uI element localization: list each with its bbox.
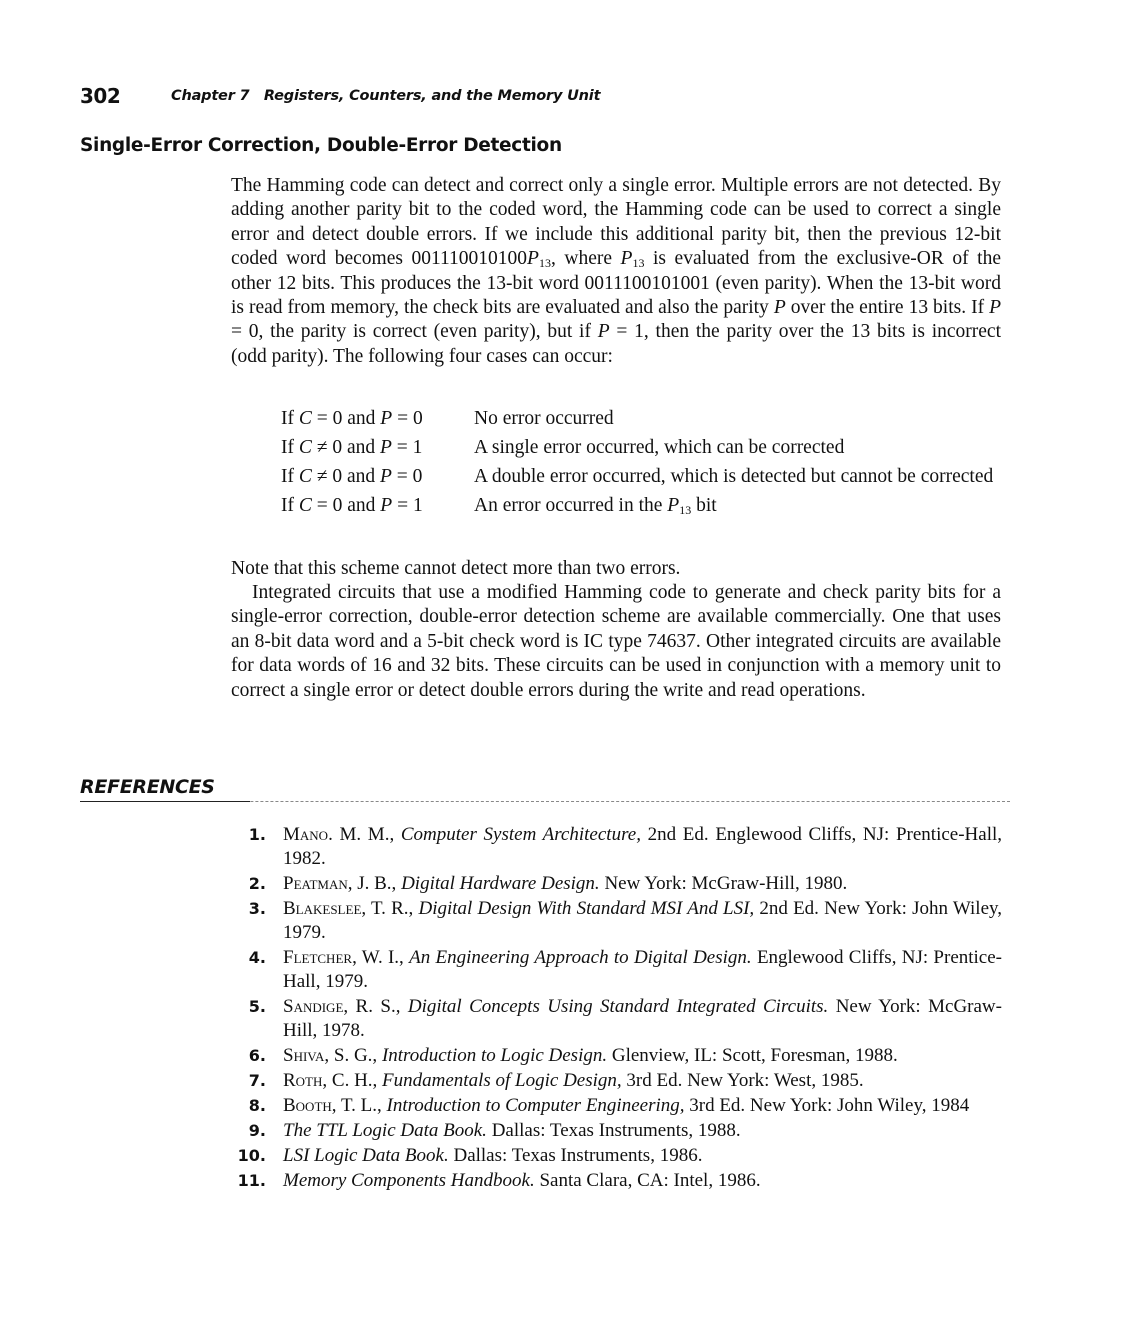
reference-author: Booth bbox=[283, 1095, 332, 1116]
reference-item bbox=[230, 1044, 1002, 1068]
reference-item bbox=[230, 995, 1002, 1043]
text-run: ≠ 0 and bbox=[311, 466, 380, 487]
reference-publisher: 3rd Ed. New York: West, 1985. bbox=[621, 1070, 864, 1091]
reference-title: Computer System Architecture, bbox=[400, 824, 641, 845]
text-run: If bbox=[281, 408, 299, 429]
reference-item bbox=[230, 823, 1002, 871]
reference-item bbox=[230, 897, 1002, 945]
reference-title: Digital Concepts Using Standard Integrated Circuits. bbox=[407, 996, 829, 1017]
reference-item bbox=[230, 1144, 1002, 1168]
text-run: ≠ 0 and bbox=[311, 437, 380, 458]
text-run: = 0 bbox=[392, 408, 423, 429]
text-run: = 1 bbox=[392, 495, 423, 516]
reference-text bbox=[283, 1169, 1002, 1193]
subscript: 13 bbox=[632, 256, 645, 271]
reference-title: Digital Hardware Design. bbox=[401, 873, 600, 894]
case-condition bbox=[281, 465, 474, 494]
italic-variable: P bbox=[620, 248, 633, 270]
reference-title: The TTL Logic Data Book. bbox=[283, 1120, 487, 1141]
reference-title: Memory Components Handbook. bbox=[283, 1170, 535, 1191]
case-row bbox=[281, 436, 994, 465]
reference-text bbox=[283, 1069, 1002, 1093]
case-result bbox=[474, 494, 994, 523]
page-number: 302 bbox=[80, 84, 121, 108]
reference-author: Peatman bbox=[283, 873, 348, 894]
case-condition bbox=[281, 436, 474, 465]
text-run: Integrated circuits that use a modified Hamming code to generate and check parity bits for a single-error correction, double-error detection scheme are available commercially. One that uses an 8-bit data word and a 5-bit check word is IC type 74637. Other integrated circuits are available for data words of 16 and 32 bits. These circuits can be used in conjunction with a memory unit to correct a single error or detect double errors during the write and read operations. bbox=[231, 582, 1001, 701]
text-run: If bbox=[281, 437, 299, 458]
reference-publisher: Dallas: Texas Instruments, 1986. bbox=[448, 1145, 703, 1166]
reference-item bbox=[230, 1119, 1002, 1143]
reference-title: Introduction to Computer Engineering, bbox=[386, 1095, 685, 1116]
reference-title: Introduction to Logic Design. bbox=[381, 1045, 608, 1066]
text-run: bit bbox=[691, 495, 717, 516]
reference-text bbox=[283, 1119, 1002, 1143]
reference-text bbox=[283, 1044, 1002, 1068]
italic-variable: C bbox=[298, 437, 312, 458]
reference-author: Blakeslee bbox=[283, 898, 362, 919]
reference-number: 4. bbox=[248, 948, 266, 967]
text-run: = 0, the parity is correct (even parity), but if bbox=[231, 321, 598, 343]
reference-number: 2. bbox=[248, 874, 266, 893]
reference-initials: , T. L., bbox=[331, 1095, 387, 1116]
case-row bbox=[281, 465, 994, 494]
cases-table bbox=[281, 407, 994, 523]
reference-title: Fundamentals of Logic Design, bbox=[382, 1070, 622, 1091]
italic-variable: P bbox=[597, 321, 610, 343]
text-run: A single error occurred, which can be corrected bbox=[474, 437, 845, 458]
reference-publisher: Santa Clara, CA: Intel, 1986. bbox=[534, 1170, 761, 1191]
section-heading: Single-Error Correction, Double-Error Detection bbox=[80, 135, 562, 156]
italic-variable: P bbox=[989, 297, 1001, 319]
reference-initials: , W. I., bbox=[352, 947, 410, 968]
reference-number: 6. bbox=[248, 1046, 266, 1065]
case-result bbox=[474, 436, 994, 465]
reference-item bbox=[230, 1169, 1002, 1193]
italic-variable: C bbox=[298, 466, 312, 487]
reference-item bbox=[230, 1069, 1002, 1093]
reference-initials: , J. B., bbox=[347, 873, 402, 894]
reference-title: An Engineering Approach to Digital Design. bbox=[409, 947, 752, 968]
reference-author: Fletcher bbox=[283, 947, 353, 968]
references-list bbox=[230, 823, 1002, 1194]
reference-text bbox=[283, 995, 1002, 1043]
reference-publisher: 3rd Ed. New York: John Wiley, 1984 bbox=[684, 1095, 970, 1116]
text-run: No error occurred bbox=[474, 408, 614, 429]
italic-variable: P bbox=[380, 495, 393, 516]
reference-number: 1. bbox=[248, 825, 266, 844]
reference-publisher: 2nd Ed. Englewood Cliffs, NJ: Prentice-Hall, 1982. bbox=[283, 824, 1002, 869]
text-run: = 1 bbox=[391, 437, 423, 458]
reference-author: Mano bbox=[283, 824, 329, 845]
italic-variable: P bbox=[380, 408, 393, 429]
reference-initials: . M. M., bbox=[328, 824, 401, 845]
reference-publisher: 2nd Ed. New York: John Wiley, 1979. bbox=[283, 898, 1003, 943]
reference-number: 5. bbox=[248, 997, 266, 1016]
reference-number: 3. bbox=[248, 899, 266, 918]
reference-initials: , R. S., bbox=[343, 996, 408, 1017]
reference-publisher: Dallas: Texas Instruments, 1988. bbox=[486, 1120, 741, 1141]
reference-initials: , C. H., bbox=[322, 1070, 383, 1091]
reference-publisher: Glenview, IL: Scott, Foresman, 1988. bbox=[607, 1045, 898, 1066]
reference-title: Digital Design With Standard MSI And LSI, bbox=[418, 898, 755, 919]
references-heading: REFERENCES bbox=[80, 776, 215, 798]
text-run: Note that this scheme cannot detect more than two errors. bbox=[231, 558, 681, 579]
reference-text bbox=[283, 1144, 1002, 1168]
text-run: = 1, then the parity over the 13 bits is incorrect (odd parity). The following four cases can occur: bbox=[231, 321, 1001, 367]
note-paragraph bbox=[231, 557, 1001, 581]
italic-variable: C bbox=[298, 495, 312, 516]
reference-initials: , S. G., bbox=[324, 1045, 382, 1066]
reference-publisher: New York: McGraw-Hill, 1980. bbox=[599, 873, 848, 894]
italic-variable: P bbox=[380, 437, 392, 458]
reference-publisher: New York: McGraw-Hill, 1978. bbox=[283, 996, 1002, 1041]
text-run: The Hamming code can detect and correct only a single error. Multiple errors are not detected. By adding another parity bit to the coded word, the Hamming code can be used to correct a single error and detect double errors. If we include this additional parity bit, then the previous 12-bit coded word becomes 001110010100 bbox=[231, 175, 1001, 270]
case-row bbox=[281, 407, 994, 436]
reference-author: Shiva bbox=[283, 1045, 325, 1066]
reference-text bbox=[283, 872, 1002, 896]
case-result bbox=[474, 465, 994, 494]
reference-item bbox=[230, 946, 1002, 994]
reference-number: 10. bbox=[237, 1146, 266, 1165]
italic-variable: P bbox=[773, 297, 786, 319]
text-run: is evaluated from the exclusive-OR of the other 12 bits. This produces the 13-bit word 0011100101001 (even parity). When the 13-bit word is read from memory, the check bits are evaluated and also the parity bbox=[231, 248, 1001, 319]
text-run: If bbox=[281, 466, 299, 487]
reference-author: Sandige bbox=[283, 996, 344, 1017]
italic-variable: P bbox=[380, 466, 392, 487]
reference-title: LSI Logic Data Book. bbox=[283, 1145, 449, 1166]
text-run: = 0 bbox=[391, 466, 423, 487]
text-run: A double error occurred, which is detected but cannot be corrected bbox=[474, 466, 994, 487]
intro-paragraph bbox=[231, 174, 1001, 369]
reference-publisher: Englewood Cliffs, NJ: Prentice-Hall, 1979. bbox=[283, 947, 1002, 992]
case-condition bbox=[281, 494, 474, 523]
reference-item bbox=[230, 872, 1002, 896]
reference-number: 7. bbox=[248, 1071, 266, 1090]
reference-text bbox=[283, 823, 1002, 871]
text-run: over the entire 13 bits. If bbox=[785, 297, 990, 319]
references-divider-solid bbox=[80, 801, 250, 802]
reference-author: Roth bbox=[283, 1070, 323, 1091]
text-run: An error occurred in the bbox=[474, 495, 668, 516]
reference-initials: , T. R., bbox=[361, 898, 419, 919]
reference-number: 8. bbox=[248, 1096, 266, 1115]
case-condition bbox=[281, 407, 474, 436]
reference-item bbox=[230, 1094, 1002, 1118]
italic-variable: C bbox=[298, 408, 312, 429]
text-run: = 0 and bbox=[311, 408, 381, 429]
text-run: = 0 and bbox=[311, 495, 381, 516]
reference-number: 11. bbox=[237, 1171, 266, 1190]
italic-variable: P bbox=[667, 495, 680, 516]
subscript: 13 bbox=[679, 503, 692, 517]
case-row bbox=[281, 494, 994, 523]
running-head: Chapter 7 Registers, Counters, and the Memory Unit bbox=[171, 88, 601, 104]
text-run: If bbox=[281, 495, 299, 516]
reference-number: 9. bbox=[248, 1121, 266, 1140]
subscript: 13 bbox=[538, 256, 551, 271]
case-result bbox=[474, 407, 994, 436]
italic-variable: P bbox=[527, 248, 539, 270]
ic-paragraph bbox=[231, 581, 1001, 703]
reference-text bbox=[283, 1094, 1002, 1118]
reference-text bbox=[283, 946, 1002, 994]
reference-text bbox=[283, 897, 1002, 945]
text-run: , where bbox=[550, 248, 621, 270]
